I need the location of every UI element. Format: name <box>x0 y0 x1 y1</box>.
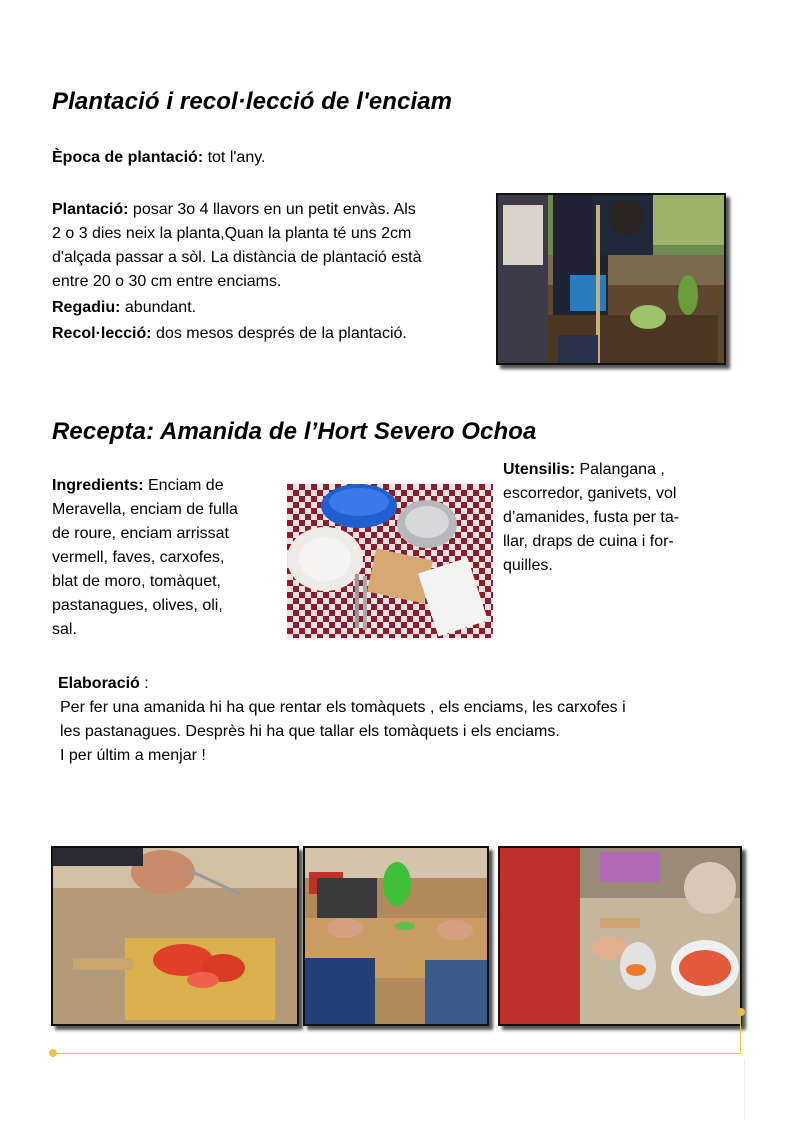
footer-dotted-line <box>744 1060 746 1118</box>
elaboration-label-suffix: : <box>139 675 149 692</box>
ingredients-line: de roure, enciam arrissat <box>52 525 229 542</box>
elaboration-line: I per últim a menjar ! <box>60 747 206 764</box>
ingredients-line: blat de moro, tomàquet, <box>52 573 221 590</box>
ingredients-line: pastanagues, olives, oli, <box>52 597 223 614</box>
ingredients-line: Meravella, enciam de fulla <box>52 501 238 518</box>
preparing-salad-photo <box>498 846 742 1026</box>
utensils-line: escorredor, ganivets, vol <box>503 485 677 502</box>
footer-rule <box>53 1053 741 1054</box>
elaboration-line: Per fer una amanida hi ha que rentar els tomàquets , els enciams, les carxofes i <box>60 699 626 716</box>
watering-text: abundant. <box>120 299 197 316</box>
ingredients-line: vermell, faves, carxofes, <box>52 549 225 566</box>
planting-line: entre 20 o 30 cm entre enciams. <box>52 273 282 290</box>
utensils-photo <box>287 484 493 638</box>
utensils-paragraph <box>503 458 743 578</box>
cutting-tomatoes-photo <box>51 846 299 1026</box>
planting-line: 2 o 3 dies neix la planta,Quan la planta té uns 2cm <box>52 225 412 242</box>
ingredients-line: Enciam de <box>143 477 224 494</box>
footer-rule-vertical <box>740 1012 741 1054</box>
utensils-line: quilles. <box>503 557 553 574</box>
footer-dot-right <box>737 1008 745 1016</box>
elaboration-line: les pastanagues. Desprès hi ha que tallar els tomàquets i els enciams. <box>60 723 560 740</box>
section-title-recipe: Recepta: Amanida de l’Hort Severo Ochoa <box>52 418 537 445</box>
utensils-label: Utensilis: <box>503 461 576 478</box>
utensils-line: llar, draps de cuina i for- <box>503 533 674 550</box>
planting-line: posar 3o 4 llavors en un petit envàs. Als <box>128 201 416 218</box>
watering-label: Regadiu: <box>52 299 121 316</box>
elaboration-label: Elaboració <box>58 675 140 692</box>
planting-season <box>52 146 265 170</box>
utensils-line: Palangana , <box>575 461 665 478</box>
harvest-label: Recol·lecció: <box>52 325 152 342</box>
elaboration-paragraph <box>58 672 758 768</box>
planting-label: Plantació: <box>52 201 129 218</box>
harvest-text: dos mesos després de la plantació. <box>151 325 407 342</box>
ingredients-label: Ingredients: <box>52 477 144 494</box>
ingredients-paragraph <box>52 474 282 642</box>
ingredients-line: sal. <box>52 621 77 638</box>
planting-paragraph <box>52 198 492 346</box>
planting-line: d'alçada passar a sòl. La distància de plantació està <box>52 249 422 266</box>
section-title-planting: Plantació i recol·lecció de l'enciam <box>52 88 453 115</box>
garden-planting-photo <box>496 193 726 365</box>
shelling-beans-photo <box>303 846 489 1026</box>
footer-dot-left <box>49 1049 57 1057</box>
utensils-line: d’amanides, fusta per ta- <box>503 509 680 526</box>
planting-season-label: Època de plantació: <box>52 149 204 166</box>
planting-season-text: tot l'any. <box>203 149 266 166</box>
